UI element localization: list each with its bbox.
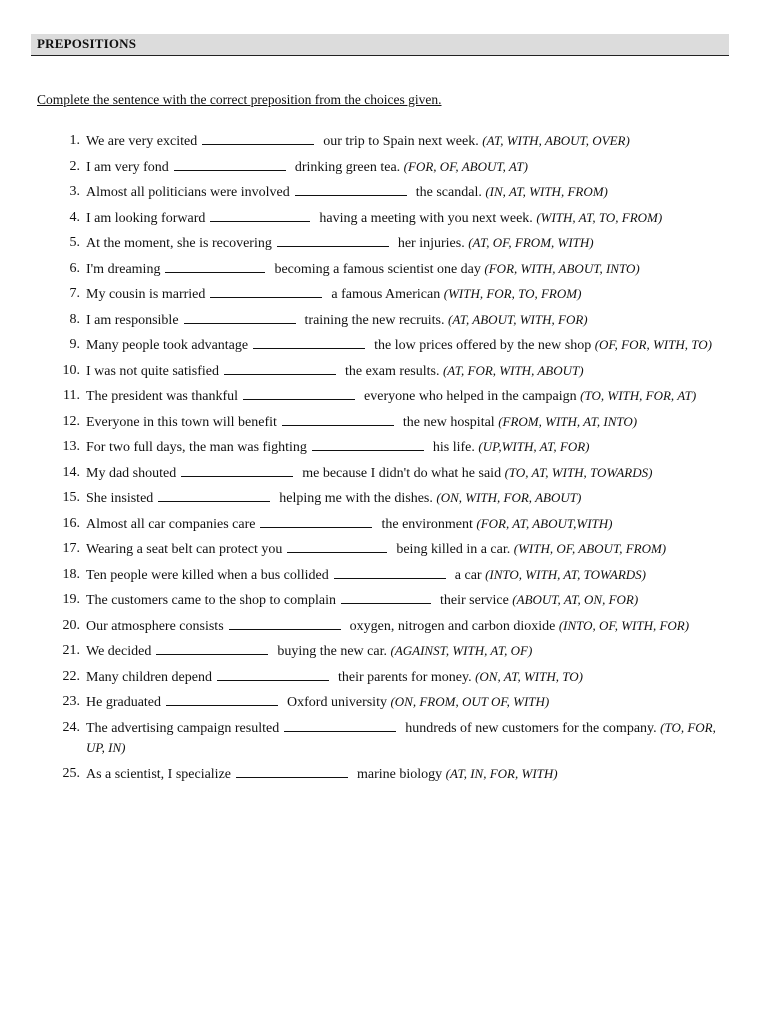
question-number: 4.	[69, 209, 80, 225]
question-text-after: their parents for money.	[337, 669, 472, 685]
answer-options: (TO, AT, WITH, TOWARDS)	[504, 464, 653, 480]
answer-options: (TO, FOR, UP, IN)	[86, 719, 716, 755]
question-text-before: We are very excited	[86, 134, 198, 149]
question-text-before: My cousin is married	[86, 287, 206, 302]
question-text-after: the new hospital	[402, 414, 495, 430]
question-text-after: her injuries.	[397, 236, 465, 251]
question-text-after: being killed in a car.	[396, 542, 511, 557]
answer-blank[interactable]	[165, 260, 265, 273]
question-number: 20.	[62, 617, 80, 633]
question-text-after: our trip to Spain next week.	[323, 134, 479, 149]
question-item	[69, 208, 726, 228]
answer-options: (ON, AT, WITH, TO)	[475, 668, 583, 684]
question-item	[69, 335, 726, 355]
question-text-after: everyone who helped in the campaign	[364, 389, 577, 404]
question-number: 6.	[69, 260, 80, 276]
question-text-before: My dad shouted	[86, 465, 177, 481]
question-number: 15.	[62, 490, 80, 505]
question-number: 1.	[69, 133, 80, 148]
question-text-after: hundreds of new customers for the company.	[405, 720, 657, 736]
question-item	[62, 616, 726, 636]
answer-blank[interactable]	[243, 387, 355, 400]
question-item	[62, 692, 726, 712]
page-title: PREPOSITIONS	[37, 36, 137, 51]
question-text-before: She insisted	[86, 491, 154, 506]
answer-options: (AT, OF, FROM, WITH)	[468, 235, 594, 250]
question-text-before: For two full days, the man was fighting	[86, 440, 307, 455]
question-item	[62, 718, 726, 758]
answer-blank[interactable]	[284, 719, 396, 732]
question-text-before: The president was thankful	[86, 389, 239, 404]
question-item	[62, 463, 726, 483]
question-text-after: the exam results.	[344, 363, 440, 379]
answer-blank[interactable]	[210, 285, 322, 298]
question-text-after: me because I didn't do what he said	[302, 465, 502, 481]
answer-blank[interactable]	[184, 311, 296, 324]
instruction-text: Complete the sentence with the correct preposition from the choices given.	[37, 92, 442, 107]
answer-blank[interactable]	[166, 693, 278, 706]
answer-blank[interactable]	[217, 668, 329, 681]
answer-blank[interactable]	[236, 765, 348, 778]
question-number: 17.	[62, 541, 80, 556]
question-number: 9.	[69, 337, 80, 352]
question-text-after: becoming a famous scientist one day	[274, 261, 481, 277]
question-number: 8.	[69, 311, 80, 327]
question-number: 21.	[62, 643, 80, 658]
question-text-after: the scandal.	[415, 185, 482, 200]
answer-options: (ON, FROM, OUT OF, WITH)	[390, 694, 550, 709]
question-text-after: having a meeting with you next week.	[319, 210, 533, 226]
question-text-after: the environment	[381, 516, 473, 532]
question-item	[69, 233, 726, 253]
question-text-after: marine biology	[357, 766, 443, 782]
question-item	[69, 157, 726, 177]
question-item	[62, 437, 726, 457]
question-item	[69, 259, 726, 279]
answer-blank[interactable]	[277, 234, 389, 247]
answer-blank[interactable]	[334, 566, 446, 579]
question-number: 10.	[62, 362, 80, 378]
answer-blank[interactable]	[312, 438, 424, 451]
question-text-after: drinking green tea.	[294, 159, 401, 175]
answer-blank[interactable]	[341, 591, 431, 604]
question-list	[0, 131, 768, 789]
question-number: 24.	[62, 719, 80, 735]
question-text-before: As a scientist, I specialize	[86, 766, 232, 782]
answer-options: (AGAINST, WITH, AT, OF)	[390, 643, 533, 658]
answer-blank[interactable]	[224, 362, 336, 375]
answer-options: (OF, FOR, WITH, TO)	[594, 337, 712, 352]
answer-options: (AT, FOR, WITH, ABOUT)	[442, 362, 584, 378]
question-text-before: At the moment, she is recovering	[86, 236, 272, 251]
answer-blank[interactable]	[287, 540, 387, 553]
answer-options: (IN, AT, WITH, FROM)	[485, 184, 608, 199]
question-text-before: Ten people were killed when a bus collided	[86, 567, 329, 583]
question-number: 11.	[63, 388, 80, 403]
question-text-after: Oxford university	[287, 695, 387, 710]
answer-blank[interactable]	[253, 336, 365, 349]
question-number: 14.	[62, 464, 80, 480]
title-bar	[31, 34, 729, 56]
answer-blank[interactable]	[260, 515, 372, 528]
answer-blank[interactable]	[295, 183, 407, 196]
answer-options: (WITH, AT, TO, FROM)	[536, 209, 663, 225]
question-number: 19.	[62, 592, 80, 607]
question-text-before: The customers came to the shop to complain	[86, 593, 336, 608]
question-text-before: Everyone in this town will benefit	[86, 414, 277, 430]
question-text-before: Many children depend	[86, 669, 212, 685]
question-text-before: Almost all car companies care	[86, 516, 256, 532]
question-item	[62, 514, 726, 534]
question-item	[62, 361, 726, 381]
question-item	[62, 667, 726, 687]
answer-blank[interactable]	[181, 464, 293, 477]
question-text-after: a famous American	[331, 287, 441, 302]
answer-options: (WITH, FOR, TO, FROM)	[443, 286, 582, 301]
question-text-before: Our atmosphere consists	[86, 618, 224, 634]
question-text-after: oxygen, nitrogen and carbon dioxide	[349, 618, 556, 634]
question-number: 23.	[62, 694, 80, 709]
answer-options: (FOR, AT, ABOUT,WITH)	[476, 515, 613, 531]
question-text-after: the low prices offered by the new shop	[374, 338, 592, 353]
question-item	[69, 182, 726, 202]
question-number: 22.	[62, 668, 80, 684]
question-text-before: We decided	[86, 644, 152, 659]
answer-options: (AT, ABOUT, WITH, FOR)	[447, 311, 588, 327]
answer-blank[interactable]	[229, 617, 341, 630]
answer-options: (WITH, OF, ABOUT, FROM)	[513, 541, 667, 556]
question-item	[62, 590, 726, 610]
question-number: 16.	[62, 515, 80, 531]
answer-options: (ON, WITH, FOR, ABOUT)	[436, 490, 582, 505]
answer-options: (ABOUT, AT, ON, FOR)	[512, 592, 639, 607]
question-text-before: He graduated	[86, 695, 162, 710]
question-item	[63, 386, 726, 406]
question-number: 5.	[69, 235, 80, 250]
question-number: 3.	[69, 184, 80, 199]
question-number: 2.	[69, 158, 80, 174]
question-text-before: Almost all politicians were involved	[86, 185, 290, 200]
question-text-before: Wearing a seat belt can protect you	[86, 542, 283, 557]
answer-options: (AT, WITH, ABOUT, OVER)	[482, 133, 630, 148]
answer-blank[interactable]	[210, 209, 310, 222]
question-text-after: his life.	[432, 440, 475, 455]
question-number: 13.	[62, 439, 80, 454]
question-text-before: I am looking forward	[86, 210, 206, 226]
answer-options: (TO, WITH, FOR, AT)	[580, 388, 697, 403]
question-item	[69, 131, 726, 151]
question-item	[69, 310, 726, 330]
question-text-before: I am very fond	[86, 159, 169, 175]
question-item	[62, 488, 726, 508]
question-text-after: buying the new car.	[277, 644, 387, 659]
answer-options: (INTO, WITH, AT, TOWARDS)	[485, 566, 646, 582]
question-text-before: I am responsible	[86, 312, 179, 328]
question-text-before: Many people took advantage	[86, 338, 249, 353]
question-text-after: training the new recruits.	[304, 312, 445, 328]
question-number: 12.	[62, 413, 80, 429]
answer-blank[interactable]	[158, 489, 270, 502]
question-item	[62, 764, 726, 784]
answer-options: (UP,WITH, AT, FOR)	[478, 439, 590, 454]
answer-options: (INTO, OF, WITH, FOR)	[558, 617, 690, 633]
question-text-before: The advertising campaign resulted	[86, 720, 280, 736]
question-text-after: helping me with the dishes.	[279, 491, 433, 506]
answer-options: (FROM, WITH, AT, INTO)	[498, 413, 638, 429]
answer-blank[interactable]	[282, 413, 394, 426]
question-text-after: a car	[454, 567, 482, 583]
question-text-after: their service	[440, 593, 509, 608]
question-number: 18.	[62, 566, 80, 582]
question-number: 25.	[62, 765, 80, 781]
answer-options: (AT, IN, FOR, WITH)	[445, 765, 558, 781]
question-item	[62, 539, 726, 559]
question-item	[62, 641, 726, 661]
question-item	[62, 412, 726, 432]
question-item	[62, 565, 726, 585]
question-number: 7.	[69, 286, 80, 301]
question-text-before: I'm dreaming	[86, 261, 161, 277]
answer-blank[interactable]	[156, 642, 268, 655]
answer-blank[interactable]	[202, 132, 314, 145]
question-item	[69, 284, 726, 304]
answer-options: (FOR, WITH, ABOUT, INTO)	[484, 260, 640, 276]
answer-blank[interactable]	[174, 158, 286, 171]
answer-options: (FOR, OF, ABOUT, AT)	[403, 158, 528, 174]
question-text-before: I was not quite satisfied	[86, 363, 219, 379]
